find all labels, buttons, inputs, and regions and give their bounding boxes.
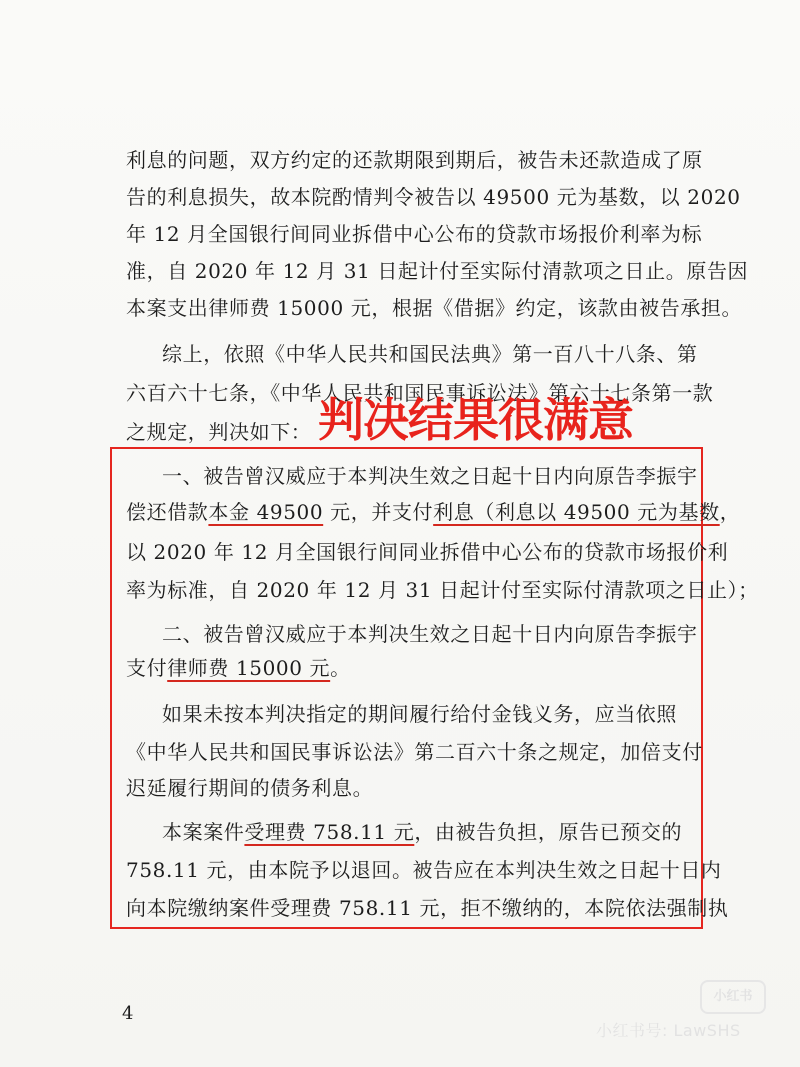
text-line: 利息的问题，双方约定的还款期限到期后，被告未还款造成了原	[126, 148, 703, 172]
watermark-logo: 小红书	[700, 980, 766, 1014]
text-segment: 元，并支付	[323, 500, 434, 524]
underlined-interest: 利息（利息以 49500 元为基数	[433, 500, 720, 524]
text-line-underlined	[126, 500, 741, 524]
underlined-acceptance-fee: 受理费 758.11 元	[244, 820, 415, 844]
text-line: 准，自 2020 年 12 月 31 日起计付至实际付清款项之日止。原告因	[126, 259, 749, 283]
annotation-headline: 判决结果很满意	[318, 393, 633, 447]
watermark-account: 小红书号: LawSHS	[596, 1021, 741, 1040]
underlined-principal: 本金 49500	[208, 500, 324, 524]
text-line-underlined	[126, 656, 686, 680]
text-line-underlined	[162, 820, 686, 844]
text-segment: 。	[330, 656, 351, 680]
text-line: 二、被告曾汉威应于本判决生效之日起十日内向原告李振宇	[162, 622, 698, 646]
text-line: 之规定，判决如下：	[126, 420, 312, 444]
text-segment: 本案案件	[162, 820, 245, 844]
text-line: 告的利息损失，故本院酌情判令被告以 49500 元为基数，以 2020	[126, 185, 741, 209]
page-number: 4	[122, 1003, 134, 1024]
text-line: 一、被告曾汉威应于本判决生效之日起十日内向原告李振宇	[162, 464, 698, 488]
text-line: 758.11 元，由本院予以退回。被告应在本判决生效之日起十日内	[126, 858, 722, 882]
text-line: 如果未按本判决指定的期间履行给付金钱义务，应当依照	[162, 702, 677, 726]
text-segment: ，由被告负担，原告已预交的	[414, 820, 683, 844]
text-segment: ，	[719, 500, 741, 524]
text-segment: 偿还借款	[126, 500, 209, 524]
text-segment: 支付	[126, 656, 168, 680]
underlined-lawyer-fee: 律师费 15000 元	[167, 656, 331, 680]
text-line: 向本院缴纳案件受理费 758.11 元，拒不缴纳的，本院依法强制执	[126, 896, 729, 920]
text-line: 本案支出律师费 15000 元，根据《借据》约定，该款由被告承担。	[126, 296, 743, 320]
text-line: 六百六十七条，《中华人民共和国民事诉讼法》第六十七条第一款	[126, 381, 714, 405]
text-line: 以 2020 年 12 月全国银行间同业拆借中心公布的贷款市场报价利	[126, 540, 729, 564]
text-line: 《中华人民共和国民事诉讼法》第二百六十条之规定，加倍支付	[126, 740, 703, 764]
text-line: 迟延履行期间的债务利息。	[126, 776, 374, 800]
text-line: 年 12 月全国银行间同业拆借中心公布的贷款市场报价利率为标	[126, 222, 703, 246]
text-line: 率为标准，自 2020 年 12 月 31 日起计付至实际付清款项之日止）；	[126, 578, 759, 602]
text-line: 综上，依照《中华人民共和国民法典》第一百八十八条、第	[162, 342, 698, 366]
